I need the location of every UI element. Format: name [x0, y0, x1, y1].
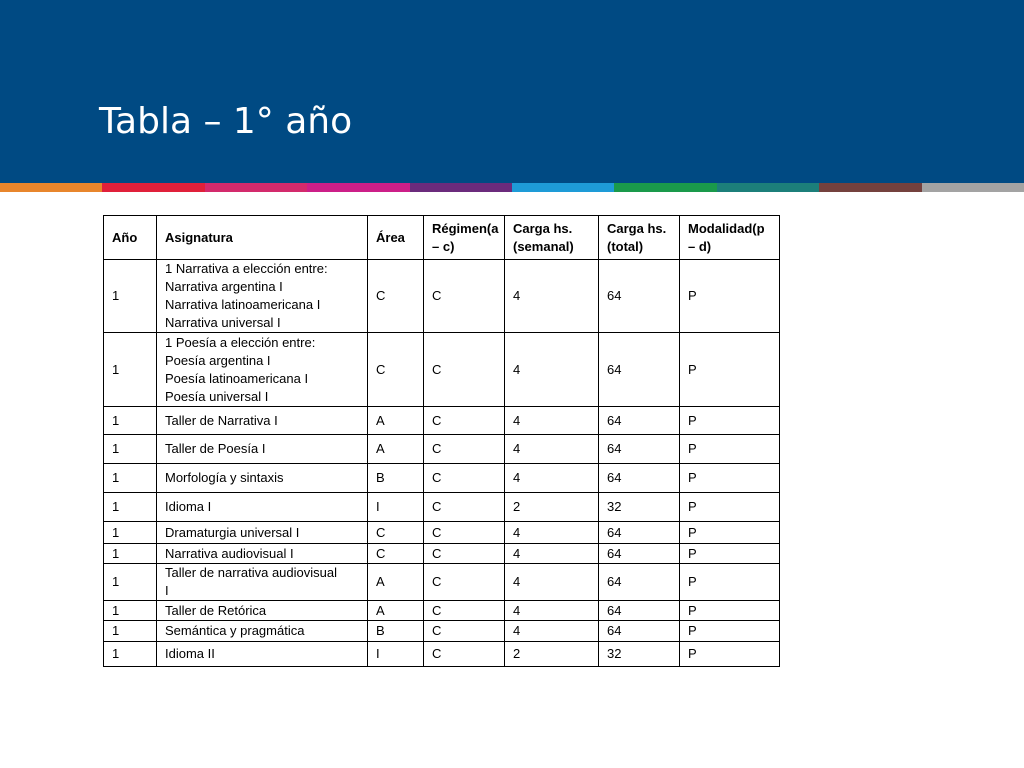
cell-regimen: C	[424, 407, 505, 435]
cell-anio: 1	[104, 544, 157, 564]
cell-carga-total: 64	[599, 407, 680, 435]
cell-asignatura	[157, 333, 368, 407]
cell-carga-semanal: 4	[505, 260, 599, 333]
cell-area: A	[368, 435, 424, 464]
cell-area: B	[368, 464, 424, 493]
table-header	[104, 216, 780, 260]
title-banner	[0, 0, 1024, 183]
cell-carga-total: 64	[599, 601, 680, 621]
cell-regimen: C	[424, 464, 505, 493]
cell-anio: 1	[104, 260, 157, 333]
cell-modalidad: P	[680, 522, 780, 544]
cell-regimen: C	[424, 260, 505, 333]
cell-modalidad: P	[680, 333, 780, 407]
cell-asignatura	[157, 435, 368, 464]
cell-anio: 1	[104, 333, 157, 407]
stripe-segment	[0, 183, 102, 192]
stripe-segment	[819, 183, 921, 192]
header-label: (p – d)	[688, 220, 765, 254]
cell-modalidad: P	[680, 407, 780, 435]
cell-carga-semanal: 4	[505, 621, 599, 642]
asignatura-line: Narrativa argentina I	[165, 279, 283, 294]
cell-asignatura	[157, 260, 368, 333]
asignatura-line: I	[165, 583, 169, 598]
cell-carga-semanal: 2	[505, 493, 599, 522]
header-label: (semanal)	[513, 238, 574, 254]
asignatura-line: Morfología y sintaxis	[165, 470, 284, 485]
header-label: (total)	[607, 238, 644, 254]
table-row	[104, 435, 780, 464]
cell-carga-semanal: 4	[505, 333, 599, 407]
asignatura-line: Narrativa latinoamericana I	[165, 297, 321, 312]
asignatura-line: Semántica y pragmática	[165, 623, 305, 638]
color-stripe	[0, 183, 1024, 192]
cell-carga-total: 64	[599, 333, 680, 407]
subjects-table	[103, 215, 780, 667]
cell-area: I	[368, 642, 424, 667]
slide-title: Tabla – 1° año	[99, 101, 353, 142]
header-area	[368, 216, 424, 260]
asignatura-line: Taller de narrativa audiovisual	[165, 565, 337, 580]
cell-asignatura	[157, 464, 368, 493]
table-row	[104, 564, 780, 601]
header-label: Carga hs.	[607, 220, 667, 236]
cell-modalidad: P	[680, 464, 780, 493]
asignatura-line: Taller de Narrativa I	[165, 412, 278, 428]
cell-carga-total: 64	[599, 260, 680, 333]
cell-modalidad: P	[680, 493, 780, 522]
cell-regimen: C	[424, 642, 505, 667]
cell-asignatura	[157, 493, 368, 522]
cell-asignatura	[157, 522, 368, 544]
cell-modalidad: P	[680, 260, 780, 333]
cell-anio: 1	[104, 642, 157, 667]
cell-carga-semanal: 4	[505, 564, 599, 601]
cell-regimen: C	[424, 544, 505, 564]
cell-carga-total: 64	[599, 522, 680, 544]
header-label: Área	[376, 229, 405, 245]
asignatura-line: Taller de Retórica	[165, 602, 267, 618]
table-row	[104, 544, 780, 564]
header-label: Año	[112, 229, 138, 245]
cell-modalidad: P	[680, 435, 780, 464]
header-row	[104, 216, 780, 260]
cell-carga-semanal: 4	[505, 435, 599, 464]
asignatura-line: Poesía universal I	[165, 388, 269, 404]
table-body	[104, 260, 780, 667]
cell-carga-semanal: 4	[505, 601, 599, 621]
asignatura-line: Narrativa universal I	[165, 315, 281, 330]
table-row	[104, 642, 780, 667]
cell-asignatura	[157, 601, 368, 621]
stripe-segment	[512, 183, 614, 192]
cell-asignatura	[157, 642, 368, 667]
cell-modalidad: P	[680, 621, 780, 642]
cell-asignatura	[157, 407, 368, 435]
cell-carga-semanal: 4	[505, 544, 599, 564]
cell-carga-total: 64	[599, 564, 680, 601]
cell-carga-semanal: 4	[505, 464, 599, 493]
cell-anio: 1	[104, 522, 157, 544]
table-row	[104, 464, 780, 493]
cell-regimen: C	[424, 601, 505, 621]
stripe-segment	[614, 183, 716, 192]
asignatura-line: Poesía latinoamericana I	[165, 370, 309, 386]
table-row	[104, 333, 780, 407]
cell-area: C	[368, 544, 424, 564]
stripe-segment	[717, 183, 819, 192]
table-row	[104, 621, 780, 642]
header-label: Asignatura	[165, 229, 233, 245]
asignatura-line: 1 Poesía a elección entre:	[165, 334, 316, 350]
header-carga-total	[599, 216, 680, 260]
cell-anio: 1	[104, 601, 157, 621]
cell-modalidad: P	[680, 642, 780, 667]
table-row	[104, 601, 780, 621]
cell-modalidad: P	[680, 601, 780, 621]
cell-area: A	[368, 407, 424, 435]
stripe-segment	[307, 183, 409, 192]
cell-regimen: C	[424, 564, 505, 601]
table-row	[104, 260, 780, 333]
cell-carga-semanal: 2	[505, 642, 599, 667]
cell-area: C	[368, 260, 424, 333]
cell-carga-total: 64	[599, 435, 680, 464]
asignatura-line: Narrativa audiovisual I	[165, 545, 294, 561]
cell-anio: 1	[104, 407, 157, 435]
stripe-segment	[102, 183, 204, 192]
cell-carga-total: 32	[599, 493, 680, 522]
cell-anio: 1	[104, 464, 157, 493]
asignatura-line: Poesía argentina I	[165, 352, 271, 368]
stripe-segment	[205, 183, 307, 192]
header-label: Carga hs.	[513, 220, 573, 236]
cell-anio: 1	[104, 493, 157, 522]
asignatura-line: Taller de Poesía I	[165, 441, 266, 456]
table-row	[104, 493, 780, 522]
cell-carga-semanal: 4	[505, 407, 599, 435]
cell-regimen: C	[424, 522, 505, 544]
header-anio	[104, 216, 157, 260]
cell-modalidad: P	[680, 544, 780, 564]
cell-area: C	[368, 522, 424, 544]
asignatura-line: Idioma II	[165, 646, 215, 661]
cell-carga-total: 64	[599, 464, 680, 493]
cell-area: B	[368, 621, 424, 642]
asignatura-line: Idioma I	[165, 499, 212, 514]
cell-asignatura	[157, 544, 368, 564]
cell-regimen: C	[424, 333, 505, 407]
cell-asignatura	[157, 564, 368, 601]
cell-anio: 1	[104, 621, 157, 642]
header-carga-semanal	[505, 216, 599, 260]
cell-area: C	[368, 333, 424, 407]
cell-asignatura	[157, 621, 368, 642]
cell-area: A	[368, 564, 424, 601]
cell-regimen: C	[424, 621, 505, 642]
header-asignatura	[157, 216, 368, 260]
cell-area: I	[368, 493, 424, 522]
cell-area: A	[368, 601, 424, 621]
table-row	[104, 522, 780, 544]
cell-regimen: C	[424, 493, 505, 522]
header-regimen	[424, 216, 505, 260]
cell-carga-semanal: 4	[505, 522, 599, 544]
stripe-segment	[410, 183, 512, 192]
asignatura-line: Dramaturgia universal I	[165, 524, 300, 540]
cell-carga-total: 64	[599, 621, 680, 642]
stripe-segment	[922, 183, 1024, 192]
header-label: Régimen	[432, 220, 487, 236]
cell-anio: 1	[104, 435, 157, 464]
cell-carga-total: 64	[599, 544, 680, 564]
cell-regimen: C	[424, 435, 505, 464]
cell-anio: 1	[104, 564, 157, 601]
header-modalidad	[680, 216, 780, 260]
cell-modalidad: P	[680, 564, 780, 601]
header-label: (a – c)	[432, 220, 499, 254]
cell-carga-total: 32	[599, 642, 680, 667]
asignatura-line: 1 Narrativa a elección entre:	[165, 261, 328, 276]
table-row	[104, 407, 780, 435]
header-label: Modalidad	[688, 220, 753, 236]
